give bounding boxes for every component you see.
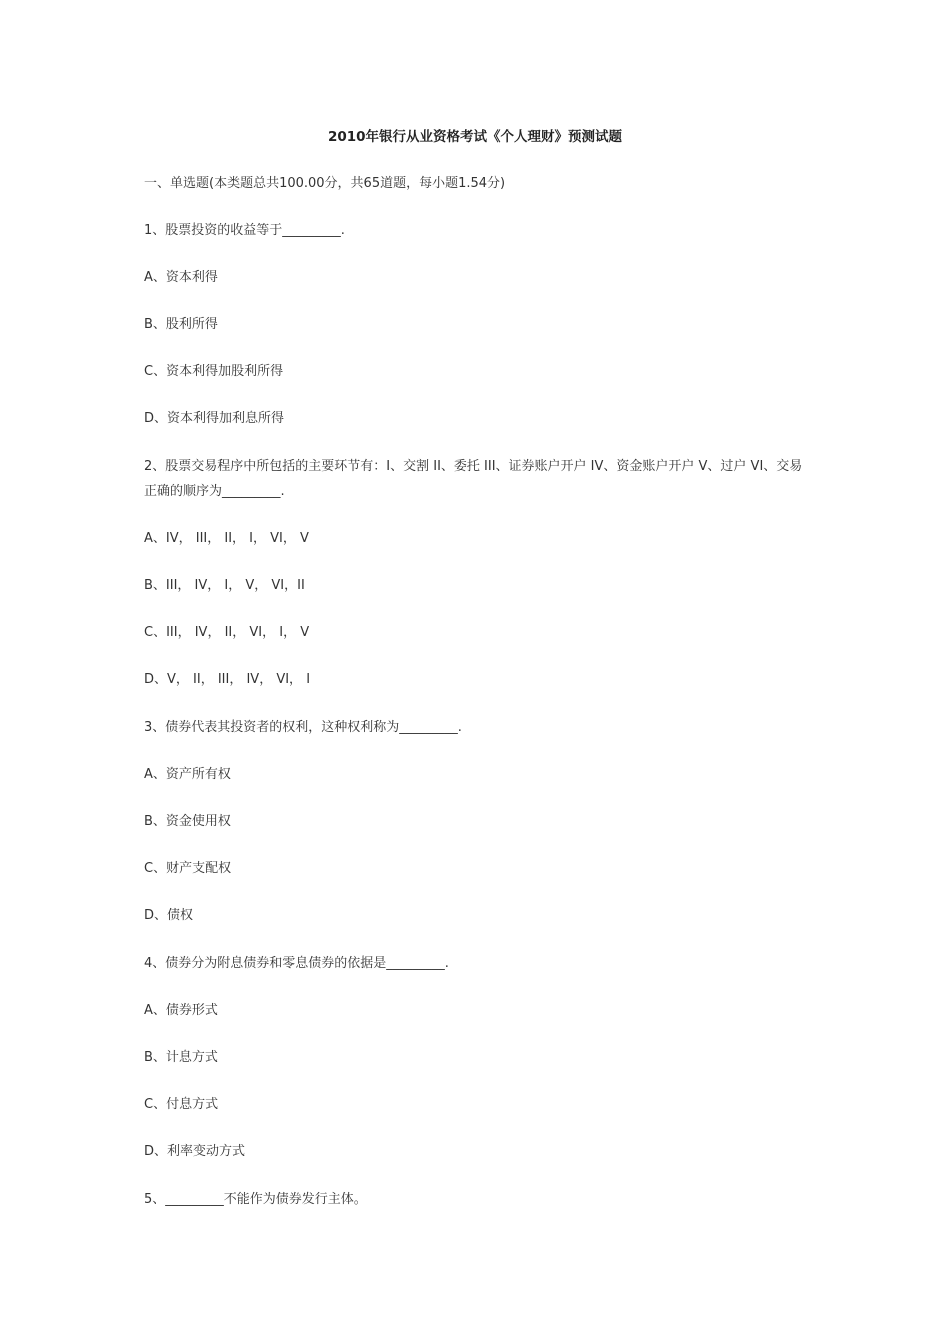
question-4-option-d: D、利率变动方式	[144, 1144, 246, 1159]
question-2-stem: 2、股票交易程序中所包括的主要环节有：I、交割 II、委托 III、证券账户开户 IV、资金账户开户 V、过户 VI、交易正确的顺序为_________.	[144, 459, 803, 499]
question-4-stem: 4、债券分为附息债券和零息债券的依据是_________.	[144, 956, 449, 971]
question-3-stem: 3、债券代表其投资者的权利，这种权利称为_________.	[144, 720, 462, 735]
question-2-option-d: D、V， II， III， IV， VI， I	[144, 672, 311, 687]
question-3-option-d: D、债权	[144, 908, 194, 923]
question-4-option-a: A、债券形式	[144, 1003, 218, 1018]
question-4-option-b: B、计息方式	[144, 1050, 218, 1065]
question-3-option-b: B、资金使用权	[144, 814, 231, 829]
document-title: 2010年银行从业资格考试《个人理财》预测试题	[327, 129, 623, 145]
question-1-option-b: B、股利所得	[144, 317, 218, 332]
question-2-option-b: B、III， IV， I， V， VI，II	[144, 578, 305, 593]
question-1-stem: 1、股票投资的收益等于_________.	[144, 223, 345, 238]
question-4-option-c: C、付息方式	[144, 1097, 219, 1112]
question-1-option-c: C、资本利得加股利所得	[144, 364, 284, 379]
section-heading: 一、单选题(本类题总共100.00分，共65道题，每小题1.54分)	[144, 176, 506, 191]
question-3-option-a: A、资产所有权	[144, 767, 231, 782]
question-2-option-c: C、III， IV， II， VI， I， V	[144, 625, 310, 640]
question-2-option-a: A、IV， III， II， I， VI， V	[144, 531, 309, 546]
question-5-stem: 5、_________不能作为债券发行主体。	[144, 1192, 367, 1207]
question-3-option-c: C、财产支配权	[144, 861, 232, 876]
question-1-option-d: D、资本利得加利息所得	[144, 411, 285, 426]
question-1-option-a: A、资本利得	[144, 270, 218, 285]
